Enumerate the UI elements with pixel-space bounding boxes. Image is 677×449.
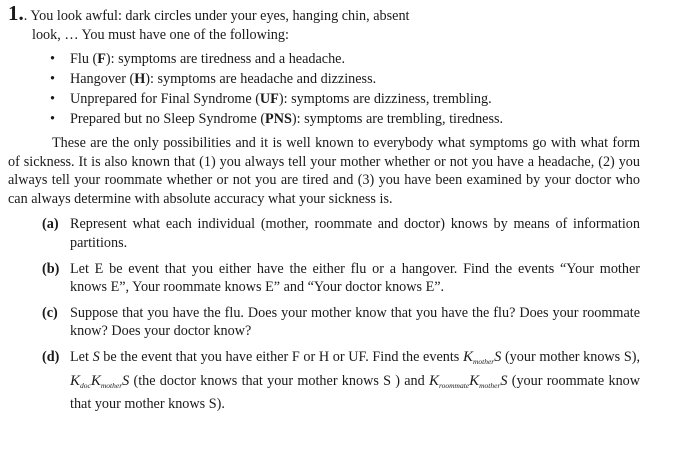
intro-text-2: look, … You must have one of the following: xyxy=(32,26,289,43)
part-text-3: (your mother knows S), xyxy=(501,349,640,365)
k-subscript-mother: mother xyxy=(472,357,495,366)
syndrome-code: H xyxy=(134,71,146,88)
syndrome-name: Prepared but no Sleep Syndrome xyxy=(70,111,257,128)
syndrome-code: F xyxy=(97,51,106,68)
k-subscript-mother: mother xyxy=(479,380,501,390)
part-label: (b) xyxy=(42,260,60,277)
part-text-2: be the event that you have either F or H or UF. Find the events xyxy=(99,349,463,365)
question-intro xyxy=(8,1,644,44)
event-s: S xyxy=(500,372,508,389)
syndrome-name: Unprepared for Final Syndrome xyxy=(70,91,252,108)
bullet-icon: • xyxy=(50,51,55,68)
context-paragraph: These are the only possibilities and it is well known to everybody what symptoms go with what form of sickness. It is also known that (1) you always tell your mother whether or not you have a headache, (2) you always tell your roommate whether or not you are tired and (3) you have been examined by your doctor who can always determine with absolute accuracy what your sickness is. xyxy=(8,135,640,207)
part-a xyxy=(8,215,640,252)
part-label: (c) xyxy=(42,304,58,321)
part-text-5: (your roommate know that your mother knows S). xyxy=(70,372,640,413)
bullet-icon: • xyxy=(50,111,55,128)
syndrome-symptoms: : symptoms are tiredness and a headache. xyxy=(110,51,346,68)
k-operator: K xyxy=(70,372,81,389)
part-label: (d) xyxy=(42,349,60,365)
list-item: • Prepared but no Sleep Syndrome (PNS): symptoms are trembling, tiredness. xyxy=(50,111,504,128)
k-operator: K xyxy=(90,372,101,389)
part-label: (a) xyxy=(42,216,59,233)
intro-text-1: . You look awful: dark circles under your eyes, hanging chin, absent xyxy=(23,8,410,24)
list-item: • Unprepared for Final Syndrome (UF): symptoms are dizziness, trembling. xyxy=(50,91,492,108)
k-operator: K xyxy=(469,372,480,389)
k-operator: K xyxy=(462,349,473,365)
intro-line-1 xyxy=(8,1,644,26)
k-operator: K xyxy=(428,372,439,389)
bullet-icon: • xyxy=(50,71,55,88)
question-number: 1. xyxy=(8,1,24,25)
syndrome-symptoms: : symptoms are dizziness, trembling. xyxy=(283,91,492,108)
part-text: Represent what each individual (mother, roommate and doctor) knows by means of information partitions. xyxy=(70,216,640,252)
event-s: S xyxy=(122,372,130,389)
syndrome-symptoms: : symptoms are headache and dizziness. xyxy=(150,71,377,88)
k-subscript-doc: doc xyxy=(80,380,91,390)
part-text-4: (the doctor knows that your mother knows S ) and xyxy=(129,372,429,389)
syndrome-list xyxy=(8,50,644,129)
syndrome-code: UF xyxy=(259,91,279,108)
syndrome-name: Flu xyxy=(70,51,89,68)
part-d xyxy=(8,348,640,414)
event-s: S xyxy=(494,349,502,365)
part-b xyxy=(8,260,640,297)
part-text: Let E be event that you either have the either flu or a hangover. Find the events “Your mother knows E”, Your roommate knows E” and “Your doctor knows E”. xyxy=(70,260,640,296)
list-item: • Hangover (H): symptoms are headache and dizziness. xyxy=(50,71,377,88)
k-subscript-roommate: roommate xyxy=(438,380,470,390)
syndrome-symptoms: : symptoms are trembling, tiredness. xyxy=(296,111,504,128)
k-subscript-mother: mother xyxy=(100,380,123,390)
event-s: S xyxy=(92,349,100,365)
syndrome-code: PNS xyxy=(265,111,292,128)
syndrome-name: Hangover xyxy=(70,71,126,88)
part-text-1: Let xyxy=(70,349,93,365)
problem-page xyxy=(8,1,644,414)
list-item: • Flu (F): symptoms are tiredness and a headache. xyxy=(50,51,346,68)
part-c xyxy=(8,304,640,341)
part-text: Suppose that you have the flu. Does your mother know that you have the flu? Does your roommate know? Does your doctor know? xyxy=(70,304,640,340)
bullet-icon: • xyxy=(50,91,55,108)
